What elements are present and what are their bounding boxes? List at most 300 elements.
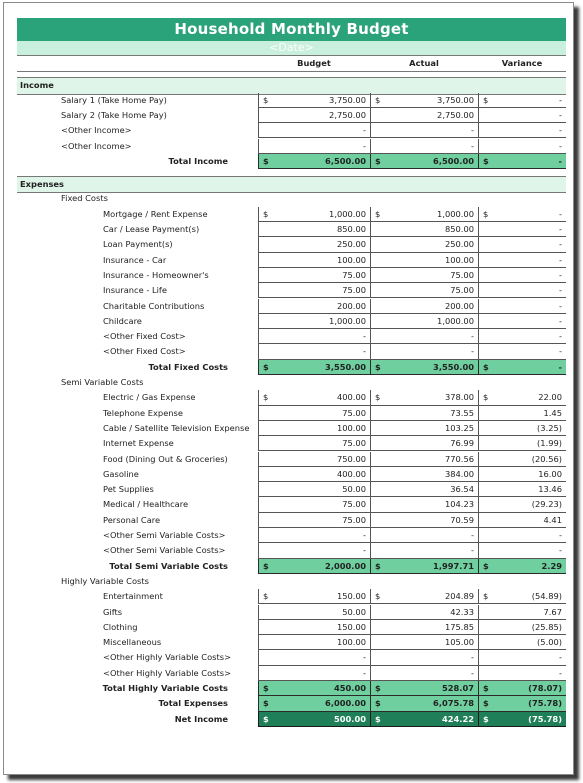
cell-value: - xyxy=(559,652,562,663)
variance-cell[interactable] xyxy=(478,696,566,711)
cell-value: - xyxy=(559,224,562,234)
subsection-header-semi xyxy=(17,375,566,390)
budget-cell[interactable] xyxy=(258,344,370,359)
currency-symbol: $ xyxy=(263,591,269,602)
budget-cell[interactable] xyxy=(258,589,370,604)
actual-cell[interactable] xyxy=(370,712,478,727)
cell-value: 850.00 xyxy=(444,224,474,234)
cell-value: (1.99) xyxy=(537,438,562,449)
total-label: Total Expenses xyxy=(158,698,228,709)
cell-value: - xyxy=(363,140,366,151)
budget-cell[interactable] xyxy=(258,360,370,375)
cell-value: 175.85 xyxy=(444,621,474,632)
subsection-header-highly xyxy=(17,574,566,589)
cell-value: 400.00 xyxy=(336,468,366,479)
cell-value: 75.00 xyxy=(342,499,366,510)
actual-cell[interactable] xyxy=(370,222,478,237)
variance-cell[interactable] xyxy=(478,620,566,635)
column-header-actual: Actual xyxy=(409,58,439,68)
cell-value: 100.00 xyxy=(444,254,474,265)
actual-cell[interactable] xyxy=(370,421,478,436)
cell-value: - xyxy=(559,285,562,296)
table-row xyxy=(17,605,566,620)
table-row xyxy=(17,650,566,665)
budget-cell[interactable] xyxy=(258,712,370,727)
variance-cell[interactable] xyxy=(478,482,566,497)
actual-cell[interactable] xyxy=(370,620,478,635)
actual-cell[interactable] xyxy=(370,497,478,512)
row-label: Childcare xyxy=(103,315,142,326)
budget-cell[interactable] xyxy=(258,390,370,405)
cell-value: - xyxy=(471,667,474,678)
variance-cell[interactable] xyxy=(478,559,566,574)
row-label: Gasoline xyxy=(103,468,139,479)
cell-value: - xyxy=(559,545,562,556)
cell-value: 424.22 xyxy=(441,713,474,724)
cell-value: (75.78) xyxy=(528,713,562,724)
row-label: <Other Semi Variable Costs> xyxy=(103,530,226,540)
currency-symbol: $ xyxy=(263,560,269,571)
cell-value: 3,750.00 xyxy=(329,94,366,105)
actual-cell[interactable] xyxy=(370,681,478,696)
budget-cell[interactable] xyxy=(258,559,370,574)
actual-cell[interactable] xyxy=(370,543,478,558)
cell-value: - xyxy=(363,346,366,357)
variance-cell[interactable] xyxy=(478,666,566,681)
row-label: Cable / Satellite Television Expense xyxy=(103,422,250,433)
table-row xyxy=(17,93,566,108)
row-label: Loan Payment(s) xyxy=(103,239,173,250)
table-row xyxy=(17,222,566,237)
cell-value: (75.78) xyxy=(528,698,562,709)
row-label: Insurance - Life xyxy=(103,285,167,296)
actual-cell[interactable] xyxy=(370,513,478,528)
actual-cell[interactable] xyxy=(370,283,478,298)
budget-cell[interactable] xyxy=(258,452,370,467)
actual-cell[interactable] xyxy=(370,635,478,650)
cell-value: - xyxy=(471,652,474,663)
actual-cell[interactable] xyxy=(370,139,478,154)
currency-symbol: $ xyxy=(263,713,269,724)
currency-symbol: $ xyxy=(375,361,381,372)
cell-value: 150.00 xyxy=(336,591,366,602)
column-header-budget: Budget xyxy=(297,58,331,68)
variance-cell[interactable] xyxy=(478,467,566,482)
budget-cell[interactable] xyxy=(258,650,370,665)
variance-cell[interactable] xyxy=(478,589,566,604)
row-label: Personal Care xyxy=(103,514,161,525)
currency-symbol: $ xyxy=(263,94,269,105)
date-field[interactable]: <Date> xyxy=(17,41,566,55)
cell-value: 400.00 xyxy=(336,392,366,403)
cell-value: - xyxy=(559,667,562,678)
table-row xyxy=(17,108,566,123)
cell-value: - xyxy=(559,269,562,280)
row-label: <Other Semi Variable Costs> xyxy=(103,545,226,556)
variance-cell[interactable] xyxy=(478,681,566,696)
row-label: Gifts xyxy=(103,606,123,617)
net-income-row xyxy=(17,712,566,727)
actual-cell[interactable] xyxy=(370,666,478,681)
budget-cell[interactable] xyxy=(258,123,370,138)
cell-value: - xyxy=(559,125,562,136)
actual-cell[interactable] xyxy=(370,452,478,467)
cell-value: 6,500.00 xyxy=(433,155,474,166)
budget-cell[interactable] xyxy=(258,329,370,344)
cell-value: 75.00 xyxy=(342,285,366,296)
cell-value: (78.07) xyxy=(528,683,562,693)
currency-symbol: $ xyxy=(263,361,269,372)
variance-cell[interactable] xyxy=(478,139,566,154)
table-row xyxy=(17,123,566,138)
currency-symbol: $ xyxy=(375,698,381,709)
budget-cell[interactable] xyxy=(258,139,370,154)
variance-cell[interactable] xyxy=(478,237,566,252)
cell-value: (20.56) xyxy=(531,453,562,464)
table-row xyxy=(17,620,566,635)
budget-cell[interactable] xyxy=(258,299,370,314)
actual-cell[interactable] xyxy=(370,650,478,665)
table-row xyxy=(17,268,566,283)
budget-cell[interactable] xyxy=(258,207,370,222)
variance-cell[interactable] xyxy=(478,650,566,665)
cell-value: 50.00 xyxy=(342,606,366,617)
budget-cell[interactable] xyxy=(258,605,370,620)
currency-symbol: $ xyxy=(263,392,269,403)
row-label: Telephone Expense xyxy=(103,407,183,418)
currency-symbol: $ xyxy=(263,683,269,693)
actual-cell[interactable] xyxy=(370,329,478,344)
actual-cell[interactable] xyxy=(370,360,478,375)
actual-cell[interactable] xyxy=(370,93,478,108)
budget-cell[interactable] xyxy=(258,666,370,681)
subsection-title: Highly Variable Costs xyxy=(61,575,149,586)
cell-value: 500.00 xyxy=(333,713,366,724)
variance-cell[interactable] xyxy=(478,268,566,283)
currency-symbol: $ xyxy=(263,155,269,166)
table-row xyxy=(17,283,566,298)
variance-cell[interactable] xyxy=(478,299,566,314)
cell-value: 528.07 xyxy=(441,683,474,693)
section-title: Income xyxy=(20,80,54,91)
table-row xyxy=(17,436,566,451)
variance-cell[interactable] xyxy=(478,344,566,359)
actual-cell[interactable] xyxy=(370,696,478,711)
budget-cell[interactable] xyxy=(258,108,370,123)
cell-value: 3,550.00 xyxy=(433,361,474,372)
currency-symbol: $ xyxy=(375,560,381,571)
currency-symbol: $ xyxy=(263,208,269,219)
total-row xyxy=(17,559,566,574)
table-row xyxy=(17,482,566,497)
actual-cell[interactable] xyxy=(370,108,478,123)
budget-cell[interactable] xyxy=(258,253,370,268)
currency-symbol: $ xyxy=(483,208,489,219)
currency-symbol: $ xyxy=(375,392,381,403)
cell-value: 100.00 xyxy=(336,254,366,265)
cell-value: 384.00 xyxy=(444,468,474,479)
variance-cell[interactable] xyxy=(478,154,566,169)
row-label: Food (Dining Out & Groceries) xyxy=(103,453,228,464)
budget-cell[interactable] xyxy=(258,467,370,482)
cell-value: 7.67 xyxy=(543,606,562,617)
table-row xyxy=(17,406,566,421)
table-row xyxy=(17,344,566,359)
cell-value: 4.41 xyxy=(543,514,562,525)
variance-cell[interactable] xyxy=(478,513,566,528)
table-row xyxy=(17,253,566,268)
variance-cell[interactable] xyxy=(478,436,566,451)
actual-cell[interactable] xyxy=(370,528,478,543)
cell-value: (54.89) xyxy=(531,591,562,602)
variance-cell[interactable] xyxy=(478,222,566,237)
budget-cell[interactable] xyxy=(258,620,370,635)
total-label: Net Income xyxy=(174,713,228,724)
budget-cell[interactable] xyxy=(258,696,370,711)
total-row xyxy=(17,154,566,169)
variance-cell[interactable] xyxy=(478,497,566,512)
total-row xyxy=(17,360,566,375)
variance-cell[interactable] xyxy=(478,528,566,543)
cell-value: 75.00 xyxy=(342,407,366,418)
actual-cell[interactable] xyxy=(370,589,478,604)
column-header-row xyxy=(17,55,566,72)
budget-cell[interactable] xyxy=(258,421,370,436)
cell-value: 770.56 xyxy=(444,453,474,464)
cell-value: 73.55 xyxy=(450,407,474,418)
variance-cell[interactable] xyxy=(478,207,566,222)
budget-cell[interactable] xyxy=(258,482,370,497)
total-row xyxy=(17,681,566,696)
actual-cell[interactable] xyxy=(370,123,478,138)
cell-value: - xyxy=(363,545,366,556)
total-label: Total Highly Variable Costs xyxy=(102,683,228,693)
budget-cell[interactable] xyxy=(258,681,370,696)
cell-value: 2,750.00 xyxy=(329,109,366,120)
currency-symbol: $ xyxy=(483,392,489,403)
cell-value: - xyxy=(471,140,474,151)
cell-value: 76.99 xyxy=(450,438,474,449)
variance-cell[interactable] xyxy=(478,390,566,405)
cell-value: 378.00 xyxy=(444,392,474,403)
table-row xyxy=(17,314,566,329)
variance-cell[interactable] xyxy=(478,253,566,268)
cell-value: 13.46 xyxy=(538,484,562,495)
currency-symbol: $ xyxy=(483,591,489,602)
total-label: Total Semi Variable Costs xyxy=(109,560,228,571)
row-label: Car / Lease Payment(s) xyxy=(103,224,200,234)
currency-symbol: $ xyxy=(483,713,489,724)
row-label: Medical / Healthcare xyxy=(103,499,189,510)
column-header-variance: Variance xyxy=(501,58,543,68)
row-label: Pet Supplies xyxy=(103,484,154,495)
variance-cell[interactable] xyxy=(478,108,566,123)
budget-cell[interactable] xyxy=(258,543,370,558)
actual-cell[interactable] xyxy=(370,207,478,222)
budget-cell[interactable] xyxy=(258,93,370,108)
currency-symbol: $ xyxy=(483,560,489,571)
actual-cell[interactable] xyxy=(370,390,478,405)
cell-value: - xyxy=(363,125,366,136)
cell-value: 6,000.00 xyxy=(325,698,366,709)
variance-cell[interactable] xyxy=(478,452,566,467)
variance-cell[interactable] xyxy=(478,93,566,108)
row-label: Charitable Contributions xyxy=(103,300,205,311)
cell-value: 103.25 xyxy=(444,422,474,433)
cell-value: 22.00 xyxy=(538,392,562,403)
currency-symbol: $ xyxy=(375,683,381,693)
cell-value: 75.00 xyxy=(450,269,474,280)
actual-cell[interactable] xyxy=(370,237,478,252)
subsection-header-fixed xyxy=(17,191,566,206)
budget-cell[interactable] xyxy=(258,154,370,169)
sheet-title: Household Monthly Budget xyxy=(17,18,566,41)
actual-cell[interactable] xyxy=(370,154,478,169)
currency-symbol: $ xyxy=(375,208,381,219)
budget-cell[interactable] xyxy=(258,237,370,252)
cell-value: 1.45 xyxy=(543,407,562,418)
table-row xyxy=(17,299,566,314)
variance-cell[interactable] xyxy=(478,314,566,329)
actual-cell[interactable] xyxy=(370,268,478,283)
budget-cell[interactable] xyxy=(258,268,370,283)
cell-value: 150.00 xyxy=(336,621,366,632)
cell-value: 450.00 xyxy=(333,683,366,693)
variance-cell[interactable] xyxy=(478,605,566,620)
budget-cell[interactable] xyxy=(258,528,370,543)
cell-value: - xyxy=(559,530,562,540)
variance-cell[interactable] xyxy=(478,283,566,298)
currency-symbol: $ xyxy=(375,94,381,105)
row-label: Insurance - Car xyxy=(103,254,167,265)
cell-value: 1,000.00 xyxy=(437,208,474,219)
cell-value: 75.00 xyxy=(342,514,366,525)
row-label: <Other Fixed Cost> xyxy=(103,346,186,357)
variance-cell[interactable] xyxy=(478,329,566,344)
cell-value: - xyxy=(471,331,474,342)
currency-symbol: $ xyxy=(483,698,489,709)
cell-value: - xyxy=(363,652,366,663)
actual-cell[interactable] xyxy=(370,253,478,268)
row-label: <Other Income> xyxy=(61,125,132,136)
cell-value: - xyxy=(558,361,562,372)
row-label: <Other Fixed Cost> xyxy=(103,331,186,342)
cell-value: - xyxy=(559,94,562,105)
row-label: <Other Highly Variable Costs> xyxy=(103,667,232,678)
budget-cell[interactable] xyxy=(258,314,370,329)
variance-cell[interactable] xyxy=(478,421,566,436)
cell-value: 2.29 xyxy=(541,560,562,571)
variance-cell[interactable] xyxy=(478,360,566,375)
table-row xyxy=(17,635,566,650)
table-row xyxy=(17,237,566,252)
cell-value: 100.00 xyxy=(336,637,366,648)
actual-cell[interactable] xyxy=(370,605,478,620)
row-label: Entertainment xyxy=(103,591,163,602)
cell-value: - xyxy=(559,254,562,265)
budget-cell[interactable] xyxy=(258,436,370,451)
cell-value: - xyxy=(471,530,474,540)
actual-cell[interactable] xyxy=(370,559,478,574)
table-row xyxy=(17,467,566,482)
cell-value: 204.89 xyxy=(444,591,474,602)
cell-value: - xyxy=(559,109,562,120)
row-label: <Other Income> xyxy=(61,140,132,151)
budget-cell[interactable] xyxy=(258,283,370,298)
actual-cell[interactable] xyxy=(370,406,478,421)
row-label: Salary 2 (Take Home Pay) xyxy=(61,109,167,120)
budget-cell[interactable] xyxy=(258,222,370,237)
table-row xyxy=(17,452,566,467)
cell-value: 6,075.78 xyxy=(433,698,474,709)
table-row xyxy=(17,497,566,512)
actual-cell[interactable] xyxy=(370,344,478,359)
currency-symbol: $ xyxy=(483,155,489,166)
row-label: Insurance - Homeowner's xyxy=(103,269,209,280)
budget-cell[interactable] xyxy=(258,513,370,528)
cell-value: 1,000.00 xyxy=(329,208,366,219)
budget-cell[interactable] xyxy=(258,497,370,512)
currency-symbol: $ xyxy=(483,683,489,693)
actual-cell[interactable] xyxy=(370,436,478,451)
cell-value: 750.00 xyxy=(336,453,366,464)
cell-value: - xyxy=(471,346,474,357)
currency-symbol: $ xyxy=(483,94,489,105)
currency-symbol: $ xyxy=(375,155,381,166)
total-row xyxy=(17,696,566,711)
cell-value: - xyxy=(559,239,562,250)
actual-cell[interactable] xyxy=(370,482,478,497)
cell-value: - xyxy=(559,315,562,326)
row-label: Electric / Gas Expense xyxy=(103,392,196,403)
currency-symbol: $ xyxy=(375,713,381,724)
variance-cell[interactable] xyxy=(478,635,566,650)
row-label: Salary 1 (Take Home Pay) xyxy=(61,94,167,105)
cell-value: - xyxy=(559,300,562,311)
cell-value: - xyxy=(363,530,366,540)
table-row xyxy=(17,329,566,344)
cell-value: (25.85) xyxy=(531,621,562,632)
subsection-title: Semi Variable Costs xyxy=(61,377,144,387)
currency-symbol: $ xyxy=(263,698,269,709)
variance-cell[interactable] xyxy=(478,712,566,727)
cell-value: 42.33 xyxy=(450,606,474,617)
subsection-title: Fixed Costs xyxy=(61,193,108,204)
cell-value: 36.54 xyxy=(450,484,474,495)
variance-cell[interactable] xyxy=(478,406,566,421)
cell-value: 50.00 xyxy=(342,484,366,495)
budget-cell[interactable] xyxy=(258,635,370,650)
row-label: <Other Highly Variable Costs> xyxy=(103,652,232,663)
actual-cell[interactable] xyxy=(370,467,478,482)
cell-value: 3,550.00 xyxy=(325,361,366,372)
table-row xyxy=(17,543,566,558)
budget-cell[interactable] xyxy=(258,406,370,421)
variance-cell[interactable] xyxy=(478,123,566,138)
actual-cell[interactable] xyxy=(370,299,478,314)
variance-cell[interactable] xyxy=(478,543,566,558)
cell-value: 70.59 xyxy=(450,514,474,525)
actual-cell[interactable] xyxy=(370,314,478,329)
currency-symbol: $ xyxy=(483,361,489,372)
cell-value: 250.00 xyxy=(336,239,366,250)
total-label: Total Fixed Costs xyxy=(148,361,228,372)
cell-value: 1,000.00 xyxy=(329,315,366,326)
cell-value: - xyxy=(471,545,474,556)
cell-value: (3.25) xyxy=(537,422,562,433)
row-label: Clothing xyxy=(103,621,138,632)
table-row xyxy=(17,528,566,543)
